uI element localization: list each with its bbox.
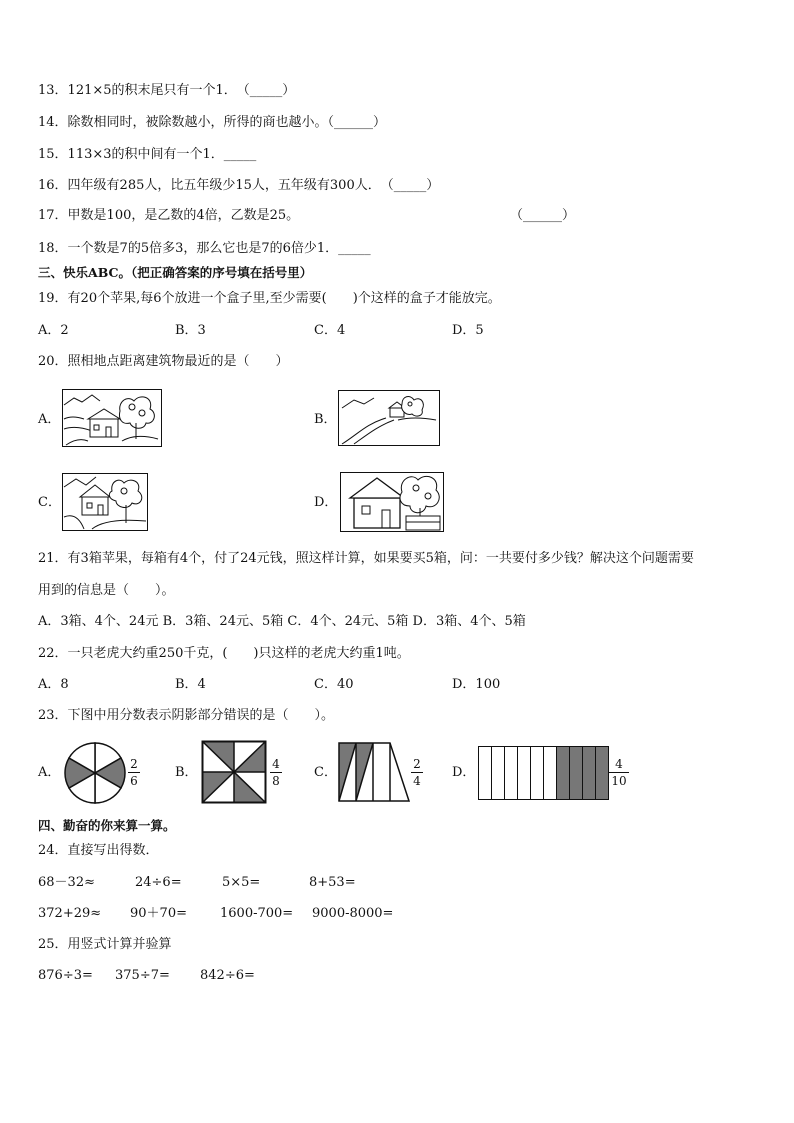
shaded-circle-figure — [64, 742, 126, 804]
question-20: 20．照相地点距离建筑物最近的是（ ） — [38, 354, 289, 369]
q24-item: 5×5= — [222, 875, 261, 890]
q22-option-d: D．100 — [452, 677, 501, 692]
question-25: 25．用竖式计算并验算 — [38, 937, 172, 952]
question-13: 13．121×5的积末尾只有一个1． （_____） — [38, 83, 296, 98]
question-15: 15．113×3的积中间有一个1．_____ — [38, 147, 257, 162]
question-24: 24．直接写出得数． — [38, 843, 159, 858]
q24-item: 68－32≈ — [38, 875, 95, 890]
q19-option-b: B．3 — [175, 323, 206, 338]
q25-item: 876÷3= — [38, 968, 93, 983]
fraction-a-numerator: 2 — [130, 757, 138, 771]
q24-item: 372+29≈ — [38, 906, 102, 921]
question-22: 22．一只老虎大约重250千克，( )只这样的老虎大约重1吨。 — [38, 646, 410, 661]
fraction-c-denominator: 4 — [413, 774, 421, 788]
question-21-line-1: 21．有3箱苹果，每箱有4个，付了24元钱，照这样计算，如果要买5箱，问：一共要付多少钱？解决这个问题需要 — [38, 551, 694, 566]
q23-label-c: C． — [314, 765, 337, 780]
fraction-c — [411, 757, 423, 788]
fraction-b-numerator: 4 — [272, 757, 280, 771]
house-photo-d — [340, 472, 444, 532]
q24-item: 24÷6= — [135, 875, 182, 890]
question-23: 23．下图中用分数表示阴影部分错误的是（ ）。 — [38, 708, 335, 723]
house-photo-a — [62, 389, 162, 447]
q24-item: 9000-8000= — [312, 906, 394, 921]
fraction-d-denominator: 10 — [611, 774, 627, 788]
question-17-blank: （______） — [510, 208, 576, 223]
fraction-b — [270, 757, 282, 788]
q22-option-b: B．4 — [175, 677, 206, 692]
q20-label-d: D． — [314, 495, 338, 510]
q24-item: 8+53= — [309, 875, 356, 890]
q23-label-b: B． — [175, 765, 198, 780]
fraction-b-denominator: 8 — [272, 774, 280, 788]
q19-option-d: D．5 — [452, 323, 484, 338]
shaded-square-figure — [201, 740, 267, 804]
section-4-heading: 四、勤奋的你来算一算。 — [38, 818, 176, 833]
question-21-line-2: 用到的信息是（ ）。 — [38, 583, 175, 598]
q23-label-a: A． — [38, 765, 61, 780]
question-16: 16．四年级有285人，比五年级少15人，五年级有300人． （_____） — [38, 178, 440, 193]
fraction-a-denominator: 6 — [130, 774, 138, 788]
q22-option-a: A．8 — [38, 677, 69, 692]
question-14: 14．除数相同时，被除数越小，所得的商也越小。（______） — [38, 115, 387, 130]
q24-item: 1600-700= — [220, 906, 294, 921]
q25-item: 375÷7= — [115, 968, 170, 983]
q20-label-a: A． — [38, 412, 61, 427]
question-21-options: A．3箱、4个、24元 B．3箱、24元、5箱 C．4个、24元、5箱 D．3箱、4个、5箱 — [38, 614, 526, 629]
fraction-c-bar — [411, 772, 423, 773]
fraction-d-bar — [609, 772, 629, 773]
fraction-d — [609, 757, 629, 788]
q20-label-c: C． — [38, 495, 61, 510]
question-17: 17．甲数是100，是乙数的4倍，乙数是25。 — [38, 208, 300, 223]
shaded-strip-figure — [478, 746, 610, 800]
q19-option-c: C．4 — [314, 323, 346, 338]
q25-item: 842÷6= — [200, 968, 255, 983]
q19-option-a: A．2 — [38, 323, 69, 338]
q20-label-b: B． — [314, 412, 337, 427]
fraction-b-bar — [270, 772, 282, 773]
q22-option-c: C．40 — [314, 677, 354, 692]
fraction-a — [128, 757, 140, 788]
shaded-parallelogram-figure — [338, 742, 410, 802]
q23-label-d: D． — [452, 765, 476, 780]
fraction-c-numerator: 2 — [413, 757, 421, 771]
q24-item: 90＋70= — [130, 906, 187, 921]
question-18: 18．一个数是7的5倍多3，那么它也是7的6倍少1．_____ — [38, 241, 371, 256]
fraction-d-numerator: 4 — [615, 757, 623, 771]
fraction-a-bar — [128, 772, 140, 773]
house-photo-c — [62, 473, 148, 531]
house-photo-b — [338, 390, 440, 446]
section-3-heading: 三、快乐ABC。（把正确答案的序号填在括号里） — [38, 265, 313, 280]
question-19: 19．有20个苹果,每6个放进一个盒子里,至少需要( )个这样的盒子才能放完。 — [38, 291, 501, 306]
